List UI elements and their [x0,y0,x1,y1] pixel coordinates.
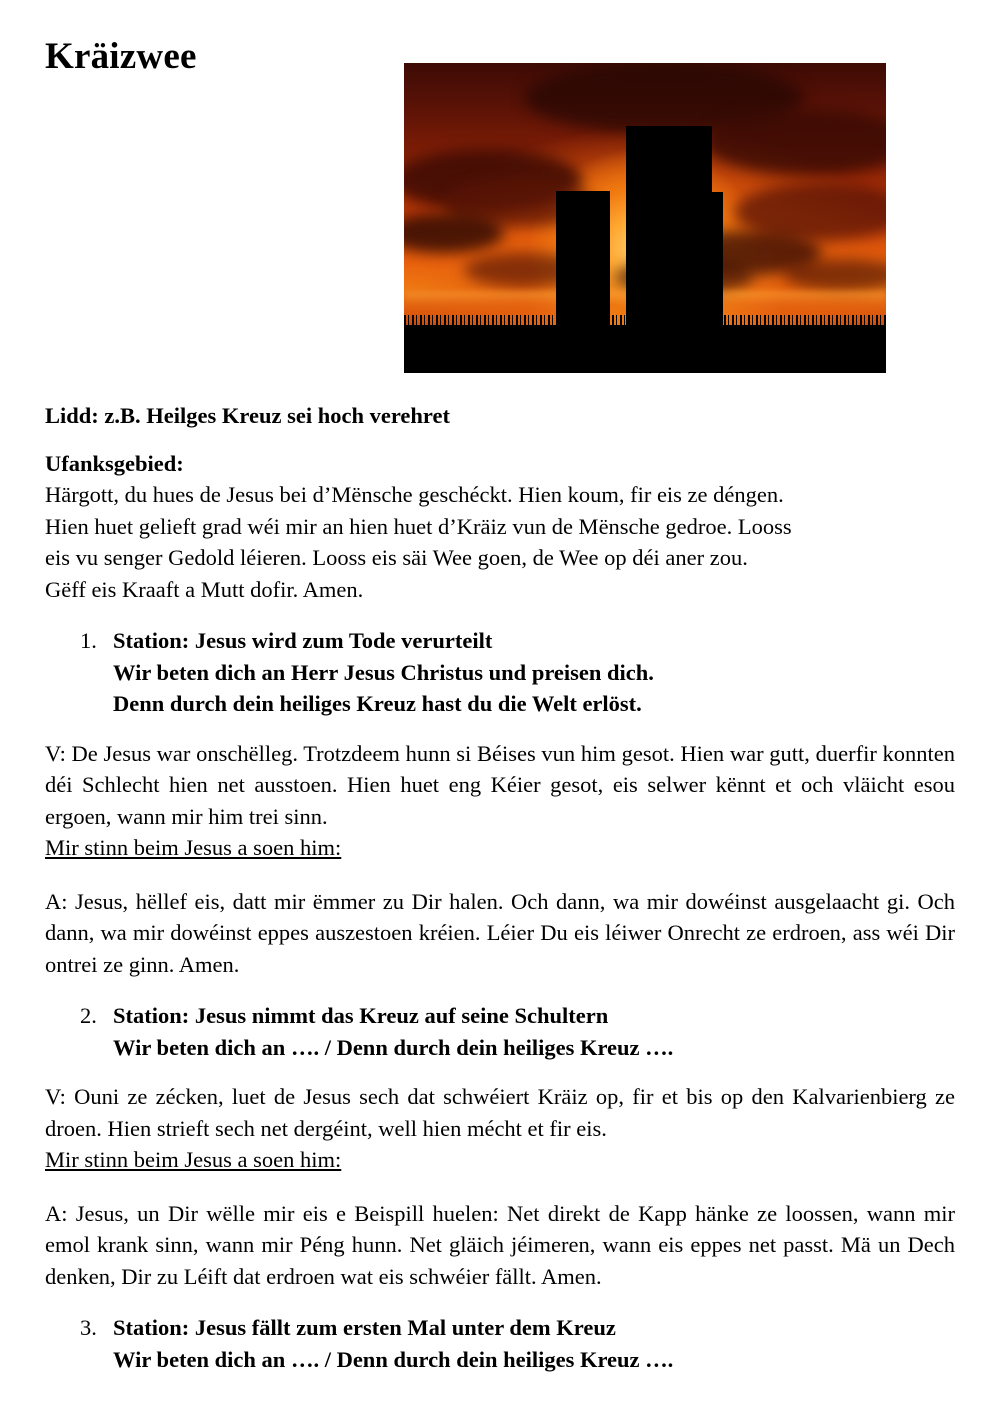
station-cue-1: Mir stinn beim Jesus a soen him: [45,835,342,860]
cross-post [662,126,677,326]
cross-post [578,191,588,326]
three-crosses-sunset-image [404,63,886,373]
cross-arm [626,165,712,179]
station-number: 2. [80,1003,97,1028]
station-title: Station: Jesus nimmt das Kreuz auf seine Schultern [113,1003,609,1028]
station-title: Station: Jesus fällt zum ersten Mal unter dem Kreuz [113,1315,616,1340]
station-verse-2: V: Ouni ze zécken, luet de Jesus sech dat schwéiert Kräiz op, fir et bis op den Kalvarienbierg ze droen. Hien strieft sech net dergéint, well hien mécht et fir eis. [45,1084,955,1141]
station-heading-2 [45,1000,955,1063]
document-body [45,400,955,1379]
station-cue-2: Mir stinn beim Jesus a soen him: [45,1147,342,1172]
station-heading-lines [113,1000,955,1063]
station-acclamation-second: Denn durch dein heiliges Kreuz hast du die Welt erlöst. [113,691,642,716]
prayer-line: Härgott, du hues de Jesus bei d’Mënsche geschéckt. Hien koum, fir eis ze déngen. [45,482,784,507]
station-verse-1: V: De Jesus war onschëlleg. Trotzdeem hunn si Béises vun him gesot. Hien war gutt, duerfir konnten déi Schlecht hien net ausstoen. Hien huet eng Kéier gesot, eis selwer kënnt et och vläicht esou ergoen, wann mir him trei sinn. [45,740,955,829]
cross-icon-left [556,191,610,326]
prayer-line: eis vu senger Gedold léieren. Looss eis säi Wee goen, de Wee op déi aner zou. [45,545,748,570]
station-number: 3. [80,1315,97,1340]
station-acclamation-first: Wir beten dich an …. / Denn durch dein heiliges Kreuz …. [113,1034,674,1060]
cross-icon-center [626,126,712,326]
opening-prayer-text [45,479,955,605]
prayer-line: Gëff eis Kraaft a Mutt dofir. Amen. [45,576,364,602]
station-heading-3 [45,1312,955,1375]
station-response-1: A: Jesus, hëllef eis, datt mir ëmmer zu Dir halen. Och dann, wa mir dowéinst ausgelaacht gi. Och dann, wa mir dowéinst eppes auszestoen kréien. Léier Du eis léiwer Onrecht ze erdroen, ass wéi Dir ontrei ze ginn. Amen. [45,888,955,977]
station-number: 1. [80,628,97,653]
station-acclamation-first: Wir beten dich an Herr Jesus Christus und preisen dich. [113,659,654,685]
station-heading-1 [45,625,955,720]
page-title: Kräizwee [45,35,197,77]
song-heading: Lidd: z.B. Heilges Kreuz sei hoch verehret [45,403,450,428]
station-response-2: A: Jesus, un Dir wëlle mir eis e Beispill huelen: Net direkt de Kapp hänke ze loossen, wann mir emol krank sinn, wann mir Péng hunn. Net gläich jéimeren, wann eis eppes net passt. Mä un Dech denken, Dir zu Léift dat erdroen wat eis schwéier fällt. Amen. [45,1200,955,1289]
prayer-line: Hien huet gelieft grad wéi mir an hien huet d’Kräiz vun de Mënsche gedroe. Looss [45,513,792,539]
station-heading-lines [113,625,955,720]
station-heading-lines [113,1312,955,1375]
station-title: Station: Jesus wird zum Tode verurteilt [113,628,493,653]
station-acclamation-first: Wir beten dich an …. / Denn durch dein heiliges Kreuz …. [113,1346,674,1372]
cross-arm [556,213,610,223]
opening-prayer-heading: Ufanksgebied: [45,450,184,476]
ground-silhouette [404,325,886,373]
